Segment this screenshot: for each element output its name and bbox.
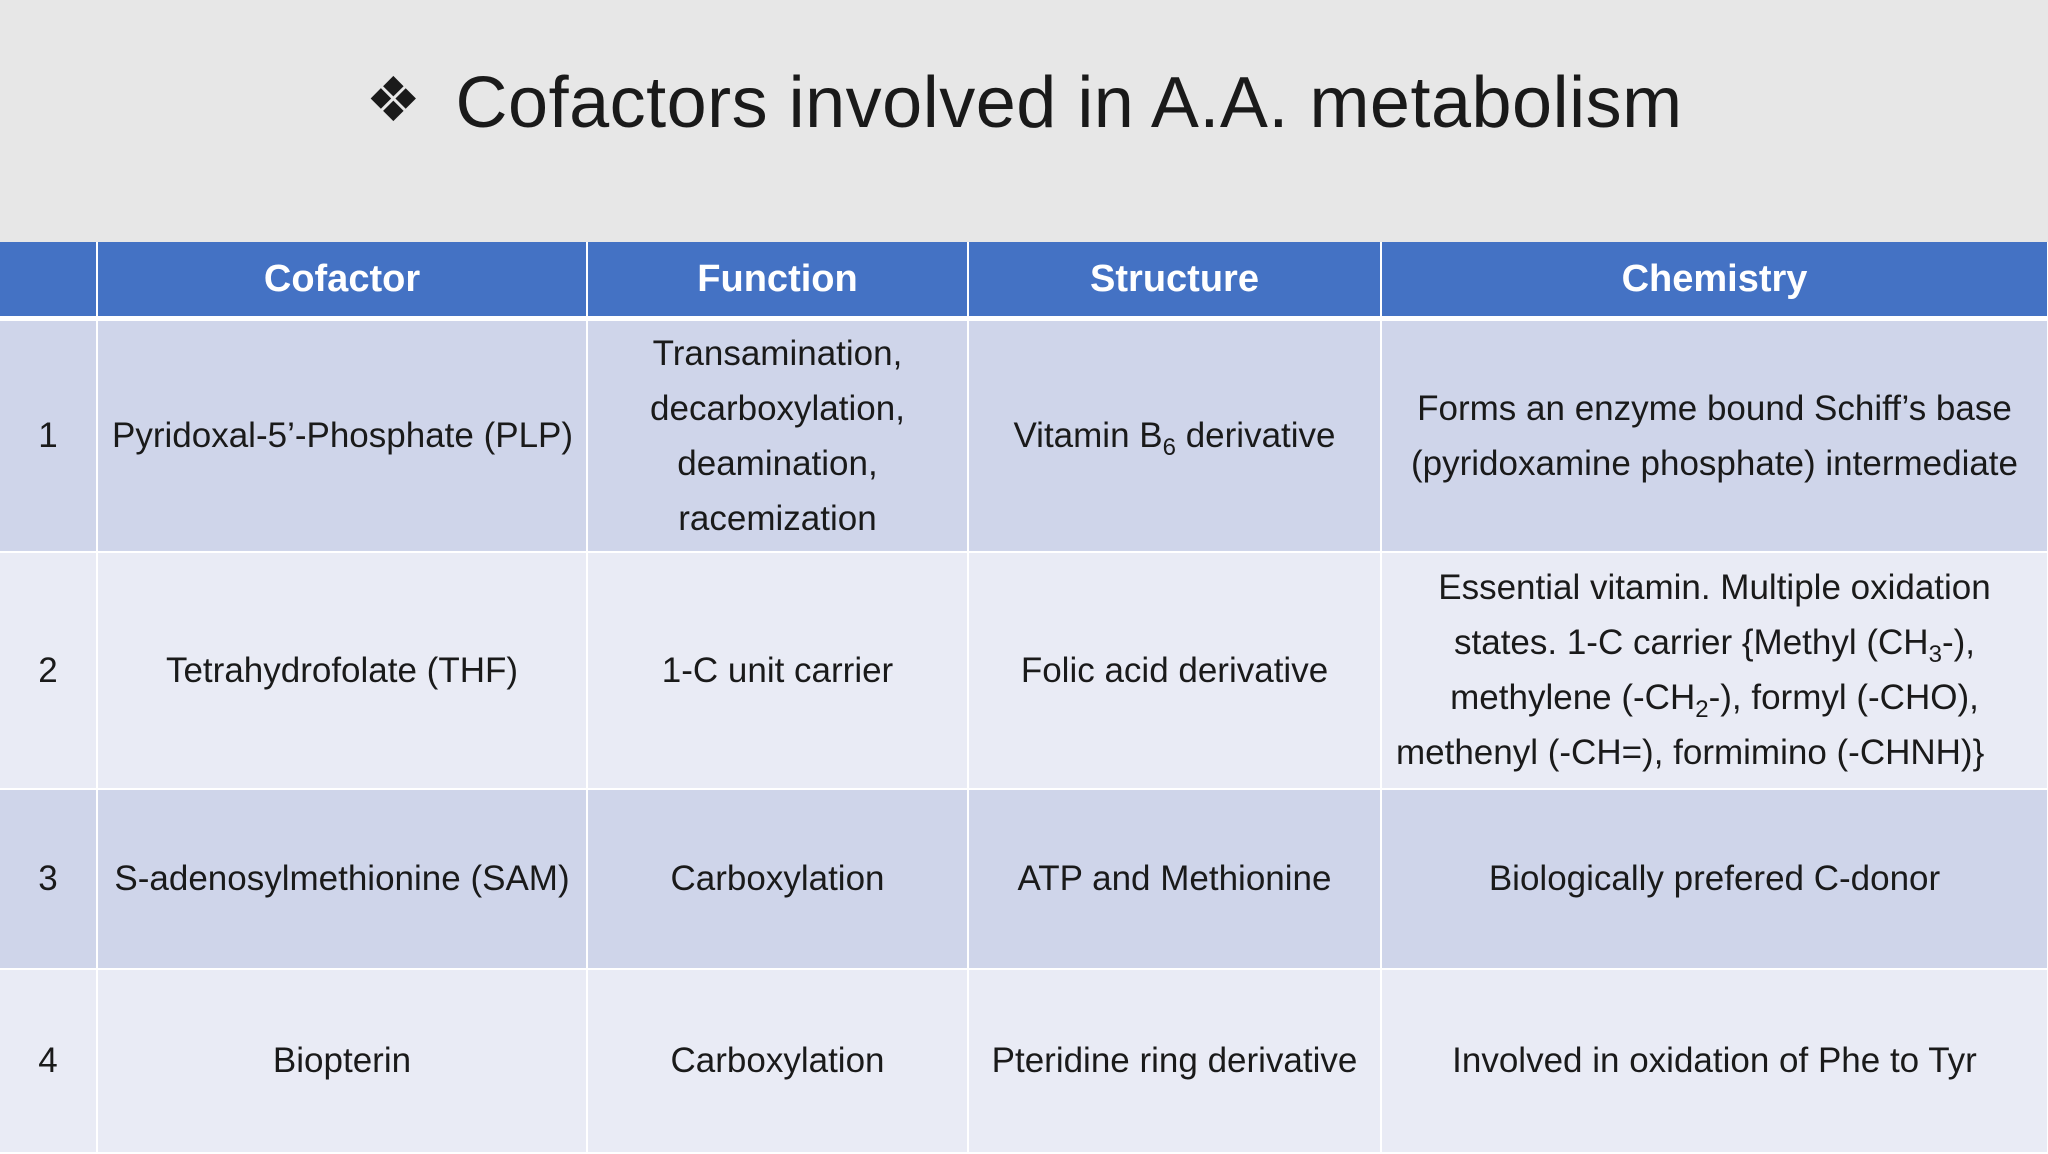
header-cofactor: Cofactor	[97, 242, 587, 319]
table-row	[0, 789, 2048, 969]
header-chemistry: Chemistry	[1381, 242, 2048, 319]
chemistry-subscript: 2	[1695, 696, 1709, 723]
function-cell: 1-C unit carrier	[587, 552, 968, 789]
cofactor-cell: Biopterin	[97, 969, 587, 1153]
header-number	[0, 242, 97, 319]
chemistry-cell: Biologically prefered C-donor	[1381, 789, 2048, 969]
cofactor-cell: Tetrahydrofolate (THF)	[97, 552, 587, 789]
structure-cell: Folic acid derivative	[968, 552, 1381, 789]
chemistry-subscript: 3	[1928, 641, 1942, 668]
function-line: Transamination,	[652, 333, 903, 373]
structure-cell: Pteridine ring derivative	[968, 969, 1381, 1153]
cofactor-cell: Pyridoxal-5’-Phosphate (PLP)	[97, 319, 587, 552]
chemistry-cell	[1381, 319, 2048, 552]
chemistry-line: Forms an enzyme bound Schiff’s base	[1417, 388, 2012, 428]
diamond-bullet-icon: ❖	[365, 66, 422, 135]
chemistry-cell: Involved in oxidation of Phe to Tyr	[1381, 969, 2048, 1153]
function-line: decarboxylation,	[650, 388, 905, 428]
chemistry-text: -), methylene (-CH	[1450, 623, 1975, 717]
function-cell: Carboxylation	[587, 969, 968, 1153]
function-cell	[587, 319, 968, 552]
chemistry-text: -), formyl (-CHO), methenyl (-CH=), formimino (-CHNH)}	[1396, 678, 1985, 772]
chemistry-line: (pyridoxamine phosphate) intermediate	[1411, 443, 2018, 483]
row-number: 4	[0, 969, 97, 1153]
row-number: 1	[0, 319, 97, 552]
table-row	[0, 969, 2048, 1153]
structure-text: Vitamin B	[1013, 416, 1163, 456]
slide-title	[0, 62, 2048, 144]
slide-title-text: Cofactors involved in A.A. metabolism	[455, 63, 1683, 143]
structure-cell: ATP and Methionine	[968, 789, 1381, 969]
function-cell: Carboxylation	[587, 789, 968, 969]
structure-subscript: 6	[1162, 434, 1176, 462]
table-header-row	[0, 242, 2048, 319]
chemistry-text: Essential vitamin. Multiple oxidation states. 1-C carrier {Methyl (CH	[1438, 568, 1991, 662]
function-line: deamination,	[677, 443, 878, 483]
structure-cell	[968, 319, 1381, 552]
table-row	[0, 319, 2048, 552]
function-line: racemization	[678, 498, 877, 538]
row-number: 3	[0, 789, 97, 969]
table-row	[0, 552, 2048, 789]
chemistry-cell	[1381, 552, 2048, 789]
row-number: 2	[0, 552, 97, 789]
header-structure: Structure	[968, 242, 1381, 319]
header-function: Function	[587, 242, 968, 319]
cofactors-table	[0, 242, 2048, 1154]
structure-text-suffix: derivative	[1175, 416, 1336, 456]
cofactor-cell: S-adenosylmethionine (SAM)	[97, 789, 587, 969]
